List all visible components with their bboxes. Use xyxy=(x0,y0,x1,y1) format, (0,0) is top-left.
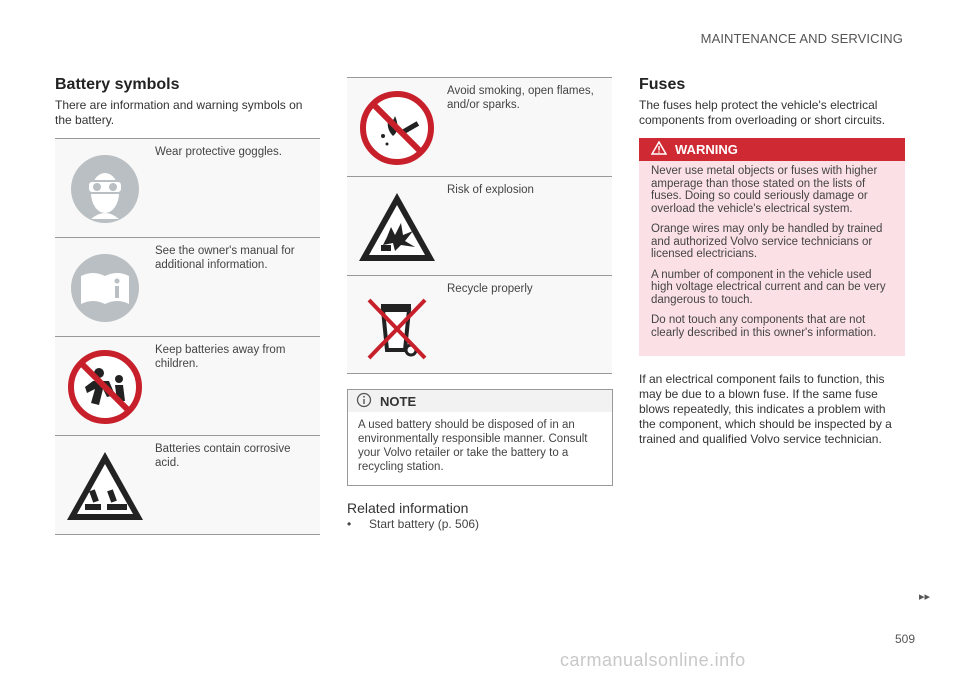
explosion-icon xyxy=(355,185,439,269)
note-title: NOTE xyxy=(380,393,417,409)
goggles-icon xyxy=(63,147,147,231)
bullet-icon: • xyxy=(347,517,352,531)
table-bottom-divider xyxy=(55,534,320,535)
related-item[interactable] xyxy=(347,517,479,531)
symbol-row-corrosive xyxy=(55,435,320,535)
next-page-arrows-icon[interactable]: ▸▸ xyxy=(918,591,930,603)
symbol-text: Avoid smoking, open flames, and/or sparks. xyxy=(447,85,594,111)
watermark: carmanualsonline.info xyxy=(560,650,746,670)
warning-paragraph: A number of component in the vehicle used high voltage electrical current and can be very dangerous to touch. xyxy=(651,268,886,306)
symbol-row-recycle xyxy=(347,275,612,374)
symbol-text: Risk of explosion xyxy=(447,184,534,196)
fuses-paragraph: If an electrical component fails to function, this may be due to a blown fuse. If the same fuse blows repeatedly, this indicates a problem with the component, which should be inspected by a trained and qualified Volvo service technician. xyxy=(639,372,892,446)
note-text: A used battery should be disposed of in an environmentally responsible manner. Consult your Volvo retailer or take the battery to a recycling station. xyxy=(358,419,588,473)
symbol-row-fire xyxy=(347,77,612,176)
corrosive-icon xyxy=(63,444,147,528)
battery-intro: There are information and warning symbols on the battery. xyxy=(55,98,303,127)
fuses-title: Fuses xyxy=(639,76,686,93)
warning-paragraph: Do not touch any components that are not clearly described in this owner's information. xyxy=(651,314,877,339)
symbol-text: See the owner's manual for additional information. xyxy=(155,245,295,271)
related-title: Related information xyxy=(347,500,469,516)
symbol-row-goggles xyxy=(55,138,320,237)
symbol-text: Batteries contain corrosive acid. xyxy=(155,443,291,469)
symbol-row-explosion xyxy=(347,176,612,275)
warning-paragraph: Orange wires may only be handled by trained and authorized Volvo service technicians or licensed electricians. xyxy=(651,223,883,260)
manual-icon xyxy=(63,246,147,330)
related-link[interactable]: Start battery (p. 506) xyxy=(369,517,480,531)
symbol-text: Recycle properly xyxy=(447,283,533,295)
symbol-text: Keep batteries away from children. xyxy=(155,344,286,370)
warning-body xyxy=(639,161,905,353)
battery-symbols-title: Battery symbols xyxy=(55,76,180,93)
recycle-icon xyxy=(355,284,439,368)
note-box xyxy=(347,389,613,486)
symbol-row-children xyxy=(55,336,320,435)
no-fire-icon xyxy=(355,86,439,170)
warning-box xyxy=(639,138,905,356)
warning-triangle-icon xyxy=(651,141,667,158)
table-bottom-divider xyxy=(347,373,612,374)
symbol-row-manual xyxy=(55,237,320,336)
warning-title: WARNING xyxy=(675,142,738,157)
info-icon xyxy=(356,392,372,411)
section-header: MAINTENANCE AND SERVICING xyxy=(700,31,903,46)
warning-header xyxy=(639,138,905,161)
note-header xyxy=(348,390,612,412)
symbol-text: Wear protective goggles. xyxy=(155,146,282,158)
no-children-icon xyxy=(63,345,147,429)
page-number: 509 xyxy=(894,632,915,646)
warning-paragraph: Never use metal objects or fuses with higher amperage than those stated on the lists of fuses. Doing so could seriously damage or overload the vehicle's electrical system. xyxy=(651,165,878,215)
fuses-intro: The fuses help protect the vehicle's electrical components from overloading or short circuits. xyxy=(639,98,886,127)
